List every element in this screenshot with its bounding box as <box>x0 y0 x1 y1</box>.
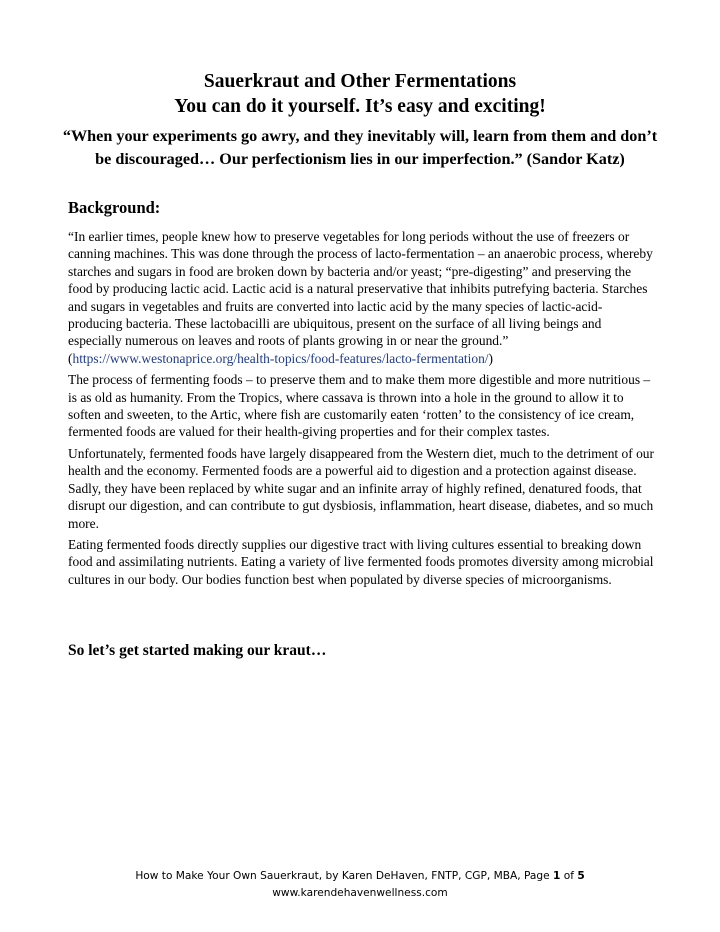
footer-website: www.karendehavenwellness.com <box>272 887 448 899</box>
paragraph-2: The process of fermenting foods – to preserve them and to make them more digestible and more nutritious – is as old as humanity. From the Tropics, where cassava is thrown into a hole in the ground to allow it to soften and sweeten, to the Artic, where fish are customarily eaten ‘rotten’ to the consistency of ice cream, fermented foods are valued for their health-giving properties and for their complex tastes. <box>68 372 651 440</box>
background-heading: Background: <box>68 198 161 217</box>
paragraph-4: Eating fermented foods directly supplies our digestive tract with living cultures essential to breaking down food and assimilating nutrients. Eating a variety of live fermented foods promotes diversity among microbial cultures in our body. Our bodies function best when populated by diverse species of microorganisms. <box>68 536 654 587</box>
paragraph-1-end: ) <box>488 350 494 366</box>
get-started-heading: So let’s get started making our kraut… <box>68 642 327 659</box>
paragraph-1 <box>68 228 656 367</box>
paragraph-1-text: “In earlier times, people knew how to preserve vegetables for long periods without the use of freezers or canning machines. This was done through the process of lacto-fermentation – an anaerobic process, whereby starches and sugars in food are broken down by bacteria and/or yeast; “pre-digesting” and preserving the food by producing lactic acid. Lactic acid is a natural preservative that inhibits putrefying bacteria. Starches and sugars in vegetables and fruits are converted into lactic acid by the many species of lactic-acid-producing bacteria. These lactobacilli are ubiquitous, present on the surface of all living beings and especially numerous on leaves and roots of plants growing in or near the ground.” ( <box>68 229 653 366</box>
document-title: Sauerkraut and Other Fermentations <box>203 71 517 92</box>
paragraph-3: Unfortunately, fermented foods have largely disappeared from the Western diet, much to the detriment of our health and the economy. Fermented foods are a powerful aid to digestion and a protection against disease. Sadly, they have been replaced by white sugar and an infinite array of highly refined, denatured foods, that disrupt our digestion, and can contribute to gut dysbiosis, inflammation, heart disease, diabetes, and so much more. <box>68 445 654 531</box>
footer-line-1 <box>40 868 680 885</box>
footer-page-total: 5 <box>577 870 585 882</box>
body-text <box>68 228 656 592</box>
footer-page-number: 1 <box>552 870 561 882</box>
page-footer <box>40 868 680 902</box>
document-subtitle: You can do it yourself. It’s easy and exciting! <box>174 96 546 117</box>
source-link[interactable]: https://www.westonaprice.org/health-topics/food-features/lacto-fermentation/ <box>72 350 489 366</box>
footer-of: of <box>560 870 578 882</box>
footer-text: How to Make Your Own Sauerkraut, by Karen DeHaven, FNTP, CGP, MBA, Page <box>135 870 553 882</box>
opening-quote: “When your experiments go awry, and they inevitably will, learn from them and don’t be discouraged… Our perfectionism lies in our imperfection.” (Sandor Katz) <box>62 127 658 168</box>
